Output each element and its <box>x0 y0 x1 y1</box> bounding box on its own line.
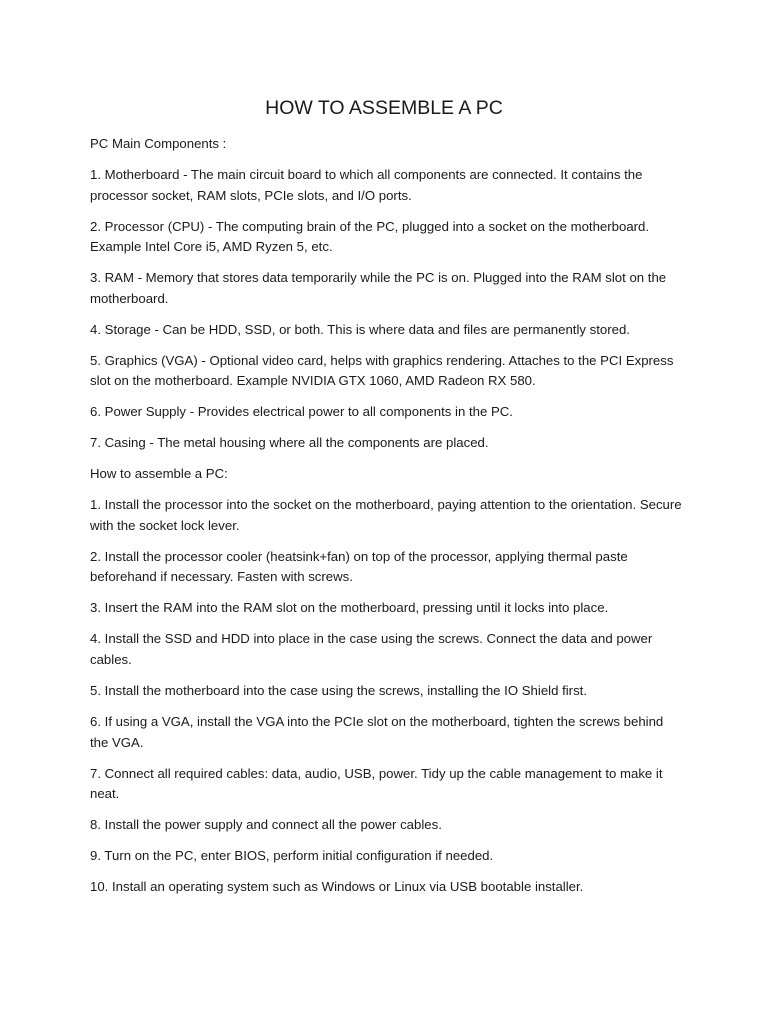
step-item-7: 7. Connect all required cables: data, audio, USB, power. Tidy up the cable management to make it neat. <box>90 765 663 802</box>
component-item-power-supply: 6. Power Supply - Provides electrical power to all components in the PC. <box>90 404 513 420</box>
step-item-5: 5. Install the motherboard into the case using the screws, installing the IO Shield first. <box>90 682 587 698</box>
step-item-6: 6. If using a VGA, install the VGA into the PCIe slot on the motherboard, tighten the screws behind the VGA. <box>90 713 664 750</box>
step-item-4: 4. Install the SSD and HDD into place in the case using the screws. Connect the data and power cables. <box>90 631 653 667</box>
component-item-storage: 4. Storage - Can be HDD, SSD, or both. This is where data and files are permanently stored. <box>90 321 630 337</box>
step-item-2: 2. Install the processor cooler (heatsink+fan) on top of the processor, applying thermal paste beforehand if necessary. Fasten with screws. <box>90 548 628 585</box>
step-item-1: 1. Install the processor into the socket on the motherboard, paying attention to the orientation. Secure with the socket lock lever. <box>90 497 682 533</box>
step-item-9: 9. Turn on the PC, enter BIOS, perform initial configuration if needed. <box>90 848 494 864</box>
component-item-ram: 3. RAM - Memory that stores data temporarily while the PC is on. Plugged into the RAM slot on the motherboard. <box>90 270 667 306</box>
component-item-graphics: 5. Graphics (VGA) - Optional video card, helps with graphics rendering. Attaches to the PCI Express slot on the motherboard. Example NVIDIA GTX 1060, AMD Radeon RX 580. <box>90 352 674 389</box>
step-item-10: 10. Install an operating system such as Windows or Linux via USB bootable installer. <box>90 879 584 895</box>
step-item-3: 3. Insert the RAM into the RAM slot on the motherboard, pressing until it locks into place. <box>90 600 609 616</box>
steps-heading: How to assemble a PC: <box>90 466 228 482</box>
component-item-processor: 2. Processor (CPU) - The computing brain of the PC, plugged into a socket on the motherboard. Example Intel Core i5, AMD Ryzen 5, etc. <box>90 218 650 255</box>
components-heading: PC Main Components : <box>90 136 227 151</box>
component-item-casing: 7. Casing - The metal housing where all the components are placed. <box>90 435 489 451</box>
document-body <box>90 134 682 908</box>
step-item-8: 8. Install the power supply and connect all the power cables. <box>90 817 442 833</box>
component-item-motherboard: 1. Motherboard - The main circuit board to which all components are connected. It contains the processor socket, RAM slots, PCIe slots, and I/O ports. <box>90 166 643 203</box>
document-title: HOW TO ASSEMBLE A PC <box>265 97 503 119</box>
